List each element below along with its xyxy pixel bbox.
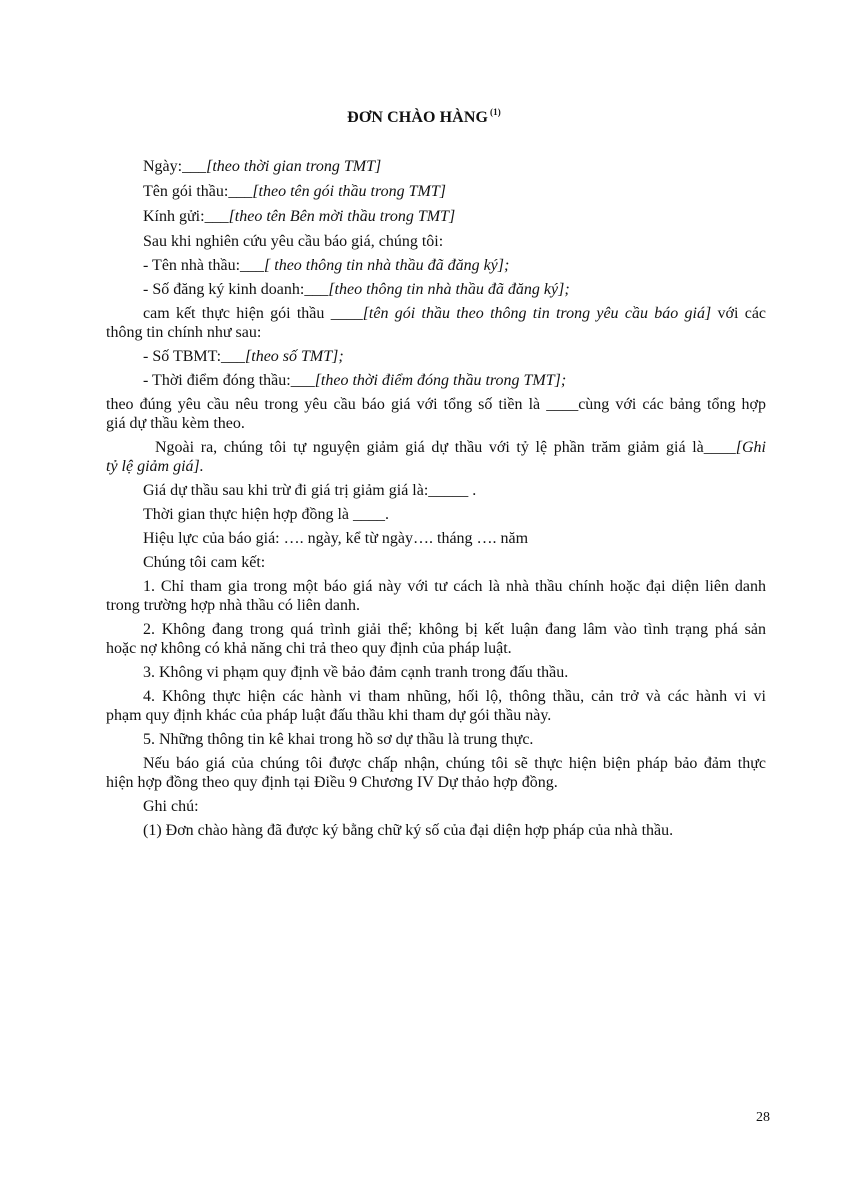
commit-heading: Chúng tôi cam kết: bbox=[143, 554, 266, 571]
commit-item-2: 2. Không đang trong quá trình giải thể; không bị kết luận đang lâm vào tình trạng phá sản bbox=[143, 621, 766, 638]
commit-item-4: 4. Không thực hiện các hành vi tham nhũng, hối lộ, thông thầu, cản trở và các hành vi vi bbox=[143, 688, 766, 705]
validity-line: Hiệu lực của báo giá: …. ngày, kể từ ngày…. tháng …. năm bbox=[143, 530, 529, 547]
commitment-line-2: thông tin chính như sau: bbox=[106, 324, 262, 341]
document-title: ĐƠN CHÀO HÀNG $^{(1)}$ bbox=[347, 107, 501, 126]
intro-line: Sau khi nghiên cứu yêu cầu báo giá, chúng tôi: bbox=[143, 233, 444, 250]
commit-item-2-cont: hoặc nợ không có khả năng chi trả theo quy định của pháp luật. bbox=[106, 640, 512, 657]
acceptance-line-2: hiện hợp đồng theo quy định tại Điều 9 Chương IV Dự thảo hợp đồng. bbox=[106, 774, 558, 791]
recipient-line: Kính gửi:___[theo tên Bên mời thầu trong TMT] bbox=[143, 208, 456, 225]
tbmt-number-line: - Số TBMT:___[theo số TMT]; bbox=[143, 348, 344, 365]
contract-duration-line: Thời gian thực hiện hợp đồng là ____. bbox=[143, 506, 389, 523]
commit-item-1-cont: trong trường hợp nhà thầu có liên danh. bbox=[106, 597, 360, 614]
commit-item-5: 5. Những thông tin kê khai trong hồ sơ dự thầu là trung thực. bbox=[143, 731, 534, 748]
acceptance-line: Nếu báo giá của chúng tôi được chấp nhận, chúng tôi sẽ thực hiện biện pháp bảo đảm thực bbox=[143, 755, 766, 772]
commit-item-3: 3. Không vi phạm quy định về bảo đảm cạnh tranh trong đấu thầu. bbox=[143, 664, 569, 681]
bidder-name-line: - Tên nhà thầu:___[ theo thông tin nhà thầu đã đăng ký]; bbox=[143, 257, 510, 274]
date-line: Ngày:___[theo thời gian trong TMT] bbox=[143, 158, 382, 175]
total-amount-line: theo đúng yêu cầu nêu trong yêu cầu báo giá với tổng số tiền là ____cùng với các bảng tổng hợp bbox=[106, 396, 766, 413]
discount-line: Ngoài ra, chúng tôi tự nguyện giảm giá dự thầu với tỷ lệ phần trăm giảm giá là____[Ghi bbox=[155, 439, 766, 456]
discount-line-2: tỷ lệ giảm giá]. bbox=[106, 458, 204, 475]
note-heading: Ghi chú: bbox=[143, 798, 199, 815]
closing-time-line: - Thời điểm đóng thầu:___[theo thời điểm đóng thầu trong TMT]; bbox=[143, 372, 567, 389]
commit-item-1: 1. Chỉ tham gia trong một báo giá này với tư cách là nhà thầu chính hoặc đại diện liên danh bbox=[143, 578, 766, 595]
package-name-line: Tên gói thầu:___[theo tên gói thầu trong TMT] bbox=[143, 183, 446, 200]
total-amount-line-2: giá dự thầu kèm theo. bbox=[106, 415, 245, 432]
note-item-1: (1) Đơn chào hàng đã được ký bằng chữ ký số của đại diện hợp pháp của nhà thầu. bbox=[143, 822, 674, 839]
discounted-price-line: Giá dự thầu sau khi trừ đi giá trị giảm giá là:_____ . bbox=[143, 482, 477, 499]
business-registration-line: - Số đăng ký kinh doanh:___[theo thông tin nhà thầu đã đăng ký]; bbox=[143, 281, 570, 298]
title-footnote-marker: (1) bbox=[490, 107, 501, 117]
page-number: 28 bbox=[756, 1110, 770, 1125]
commit-item-4-cont: phạm quy định khác của pháp luật đấu thầu khi tham dự gói thầu này. bbox=[106, 707, 552, 724]
commitment-line: cam kết thực hiện gói thầu ____[tên gói thầu theo thông tin trong yêu cầu báo giá] với các bbox=[143, 305, 767, 322]
